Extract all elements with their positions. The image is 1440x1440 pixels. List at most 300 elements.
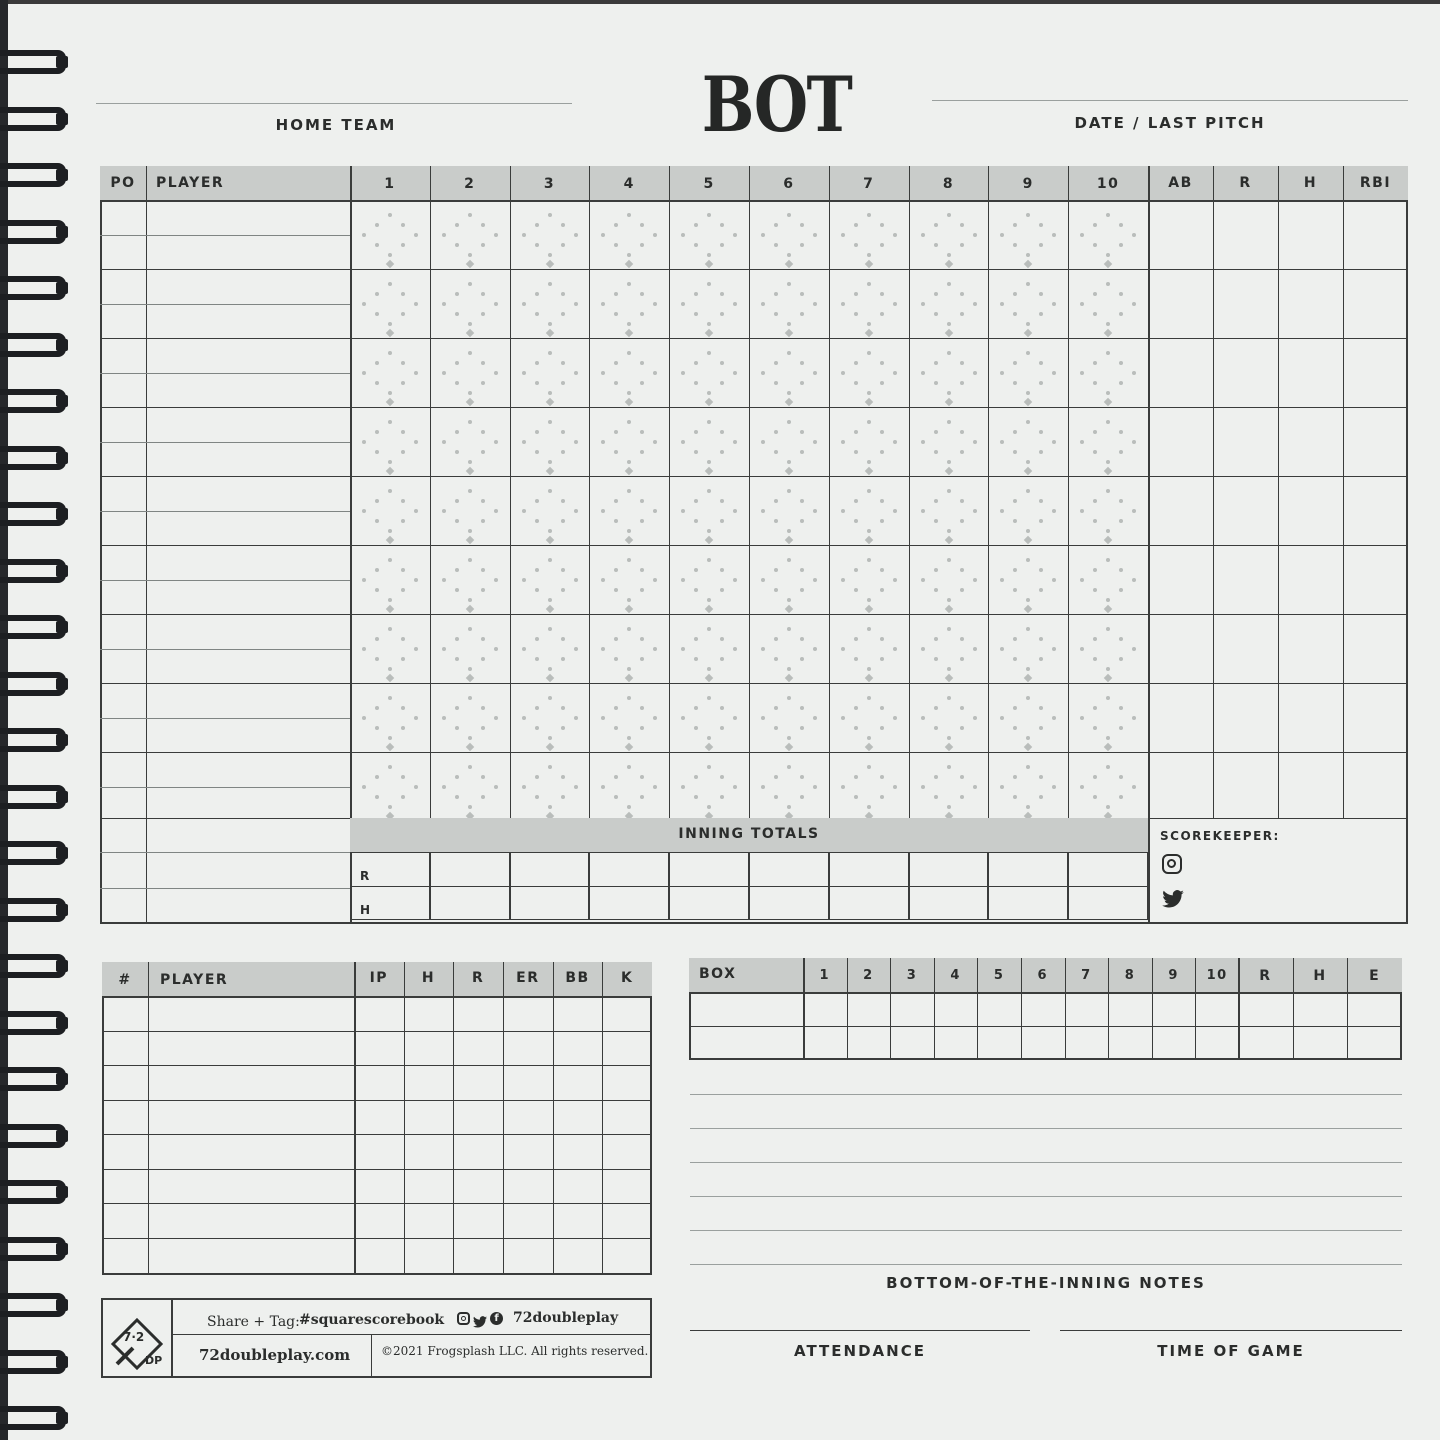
inning-total-h-cell[interactable]: [909, 886, 989, 919]
spiral-ring: [0, 1180, 68, 1206]
diamond-dot: [627, 696, 631, 700]
diamond-dot: [614, 637, 618, 641]
diamond-dot: [707, 805, 711, 809]
diamond-dot: [561, 519, 565, 523]
diamond-dot: [1013, 450, 1017, 454]
diamond-dot: [627, 765, 631, 769]
diamond-dot: [614, 519, 618, 523]
diamond-dot: [601, 716, 605, 720]
diamond-dot: [548, 558, 552, 562]
diamond-dot: [388, 351, 392, 355]
ring-hole: [56, 282, 68, 294]
diamond-dot: [733, 371, 737, 375]
diamond-dot: [694, 292, 698, 296]
diamond-dot: [1013, 223, 1017, 227]
pitching-row-divider: [102, 1203, 652, 1204]
diamond-dot: [1093, 637, 1097, 641]
diamond-dot: [362, 647, 366, 651]
diamond-dot: [375, 312, 379, 316]
share-prefix: Share + Tag:: [207, 1314, 300, 1330]
diamond-dot: [893, 233, 897, 237]
diamond-dot: [494, 233, 498, 237]
diamond-dot: [787, 282, 791, 286]
diamond-dot: [362, 302, 366, 306]
box-label: BOX: [699, 966, 737, 982]
diamond-dot: [761, 716, 765, 720]
diamond-dot: [880, 726, 884, 730]
diamond-dot: [960, 312, 964, 316]
inning-total-r-cell[interactable]: [909, 852, 989, 886]
pitching-header-stat: H: [421, 970, 436, 986]
diamond-dot: [468, 351, 472, 355]
diamond-dot: [455, 657, 459, 661]
diamond-dot: [813, 233, 817, 237]
diamond-dot: [1026, 558, 1030, 562]
diamond-dot: [1093, 657, 1097, 661]
diamond-dot: [1093, 381, 1097, 385]
diamond-dot: [1039, 726, 1043, 730]
diamond-dot: [787, 351, 791, 355]
diamond-dot: [787, 529, 791, 533]
diamond-dot: [1119, 243, 1123, 247]
ring-hole: [56, 1243, 68, 1255]
diamond-dot: [854, 361, 858, 365]
pitching-row-divider: [102, 1238, 652, 1239]
diamond-dot: [1026, 667, 1030, 671]
diamond-dot: [468, 253, 472, 257]
diamond-dot: [388, 489, 392, 493]
diamond-dot: [1026, 696, 1030, 700]
diamond-dot: [535, 312, 539, 316]
spiral-ring: [0, 785, 68, 811]
diamond-dot: [1000, 578, 1004, 582]
diamond-dot: [707, 558, 711, 562]
diamond-dot: [934, 312, 938, 316]
diamond-dot: [761, 647, 765, 651]
player-subline: [100, 235, 350, 236]
diamond-dot: [455, 726, 459, 730]
diamond-dot: [973, 578, 977, 582]
diamond-dot: [494, 647, 498, 651]
inning-total-h-cell[interactable]: [510, 886, 590, 919]
diamond-dot: [707, 736, 711, 740]
diamond-dot: [880, 499, 884, 503]
diamond-dot: [561, 568, 565, 572]
diamond-dot: [522, 440, 526, 444]
diamond-dot: [1013, 243, 1017, 247]
diamond-dot: [1052, 647, 1056, 651]
spiral-ring: [0, 1067, 68, 1093]
diamond-dot: [694, 223, 698, 227]
inning-total-r-cell[interactable]: [510, 852, 590, 886]
inning-total-h-cell[interactable]: [669, 886, 749, 919]
diamond-dot: [841, 302, 845, 306]
diamond-dot: [707, 351, 711, 355]
diamond-dot: [761, 371, 765, 375]
diamond-dot: [468, 736, 472, 740]
diamond-dot: [854, 312, 858, 316]
diamond-dot: [388, 627, 392, 631]
diamond-dot: [934, 568, 938, 572]
diamond-dot: [960, 637, 964, 641]
notes-line[interactable]: [690, 1094, 1402, 1095]
diamond-dot: [681, 371, 685, 375]
diamond-dot: [481, 430, 485, 434]
diamond-dot: [774, 775, 778, 779]
diamond-dot: [1132, 233, 1136, 237]
diamond-dot: [1000, 440, 1004, 444]
box-total: E: [1369, 968, 1381, 984]
diamond-dot: [375, 637, 379, 641]
diamond-dot: [1106, 322, 1110, 326]
pitching-row-divider: [102, 1065, 652, 1066]
ring-hole: [56, 508, 68, 520]
hashtag: #squarescorebook: [299, 1312, 445, 1328]
diamond-dot: [1119, 726, 1123, 730]
diamond-dot: [561, 450, 565, 454]
diamond-dot: [947, 253, 951, 257]
footer-divider-v: [171, 1300, 173, 1376]
diamond-dot: [733, 785, 737, 789]
diamond-dot: [455, 588, 459, 592]
diamond-dot: [548, 391, 552, 395]
diamond-dot: [973, 509, 977, 513]
notes-line[interactable]: [690, 1196, 1402, 1197]
diamond-dot: [1013, 706, 1017, 710]
diamond-dot: [522, 785, 526, 789]
diamond-dot: [481, 706, 485, 710]
diamond-dot: [401, 706, 405, 710]
diamond-dot: [614, 726, 618, 730]
box-inning: 10: [1206, 968, 1228, 983]
diamond-dot: [455, 795, 459, 799]
player-subline: [100, 852, 350, 853]
diamond-dot: [561, 312, 565, 316]
diamond-dot: [973, 371, 977, 375]
diamond-dot: [1000, 647, 1004, 651]
pitching-player-divider: [354, 962, 356, 1275]
diamond-dot: [720, 312, 724, 316]
diamond-dot: [893, 785, 897, 789]
diamond-dot: [561, 292, 565, 296]
diamond-dot: [880, 519, 884, 523]
notes-line[interactable]: [690, 1230, 1402, 1231]
diamond-dot: [707, 765, 711, 769]
diamond-dot: [1119, 706, 1123, 710]
box-header-divider: [689, 992, 1402, 994]
ring-hole: [56, 734, 68, 746]
inning-total-h-cell[interactable]: [988, 886, 1068, 919]
totals-bottom: [350, 919, 1148, 920]
diamond-dot: [694, 637, 698, 641]
diamond-dot: [1052, 578, 1056, 582]
footer-box: [101, 1298, 652, 1378]
diamond-dot: [1132, 716, 1136, 720]
diamond-dot: [761, 785, 765, 789]
diamond-dot: [800, 312, 804, 316]
website-link[interactable]: 72doubleplay.com: [199, 1346, 351, 1364]
diamond-dot: [774, 568, 778, 572]
diamond-dot: [787, 598, 791, 602]
inning-divider: [909, 166, 910, 920]
totals-row-r: R: [360, 869, 371, 883]
diamond-dot: [627, 736, 631, 740]
diamond-dot: [1093, 499, 1097, 503]
diamond-dot: [548, 460, 552, 464]
diamond-dot: [548, 598, 552, 602]
diamond-dot: [694, 243, 698, 247]
diamond-dot: [867, 558, 871, 562]
home-team-label: HOME TEAM: [275, 116, 397, 134]
diamond-dot: [640, 588, 644, 592]
diamond-dot: [442, 233, 446, 237]
footer-divider-h: [173, 1334, 650, 1335]
header-inning: 10: [1096, 176, 1120, 192]
diamond-dot: [1039, 450, 1043, 454]
box-inning-divider: [977, 958, 978, 1060]
diamond-dot: [880, 243, 884, 247]
box-inning-divider: [1108, 958, 1109, 1060]
spiral-ring: [0, 559, 68, 585]
diamond-dot: [960, 726, 964, 730]
ring-hole: [56, 1073, 68, 1085]
diamond-dot: [627, 282, 631, 286]
diamond-dot: [720, 775, 724, 779]
inning-total-r-cell[interactable]: [749, 852, 829, 886]
pitching-header-player: PLAYER: [160, 972, 229, 988]
diamond-dot: [640, 637, 644, 641]
diamond-dot: [800, 568, 804, 572]
diamond-dot: [375, 499, 379, 503]
diamond-dot: [1093, 706, 1097, 710]
scorekeeper-label: SCOREKEEPER:: [1160, 829, 1280, 843]
diamond-dot: [934, 519, 938, 523]
inning-total-r-cell[interactable]: [430, 852, 510, 886]
diamond-dot: [800, 223, 804, 227]
player-subline: [100, 442, 350, 443]
diamond-dot: [522, 716, 526, 720]
diamond-dot: [934, 292, 938, 296]
diamond-dot: [1119, 381, 1123, 385]
pitching-header-num: #: [118, 972, 132, 988]
diamond-dot: [535, 706, 539, 710]
twitter-icon: [473, 1313, 487, 1325]
diamond-dot: [1039, 430, 1043, 434]
diamond-dot: [574, 233, 578, 237]
diamond-dot: [468, 627, 472, 631]
diamond-dot: [494, 509, 498, 513]
diamond-dot: [442, 509, 446, 513]
inning-total-r-cell[interactable]: [988, 852, 1068, 886]
diamond-dot: [627, 598, 631, 602]
diamond-dot: [614, 312, 618, 316]
diamond-dot: [854, 588, 858, 592]
inning-total-r-cell[interactable]: [350, 852, 430, 886]
diamond-dot: [934, 430, 938, 434]
inning-total-h-cell[interactable]: [350, 886, 430, 919]
diamond-dot: [1000, 785, 1004, 789]
diamond-dot: [522, 647, 526, 651]
inning-total-r-cell[interactable]: [829, 852, 909, 886]
diamond-dot: [561, 657, 565, 661]
diamond-dot: [388, 420, 392, 424]
diamond-dot: [1106, 667, 1110, 671]
diamond-dot: [1013, 726, 1017, 730]
diamond-dot: [813, 716, 817, 720]
inning-total-h-cell[interactable]: [829, 886, 909, 919]
diamond-dot: [947, 322, 951, 326]
diamond-dot: [1119, 312, 1123, 316]
diamond-dot: [800, 795, 804, 799]
diamond-dot: [494, 440, 498, 444]
header-inning: 8: [942, 176, 955, 192]
notes-line[interactable]: [690, 1128, 1402, 1129]
inning-total-h-cell[interactable]: [749, 886, 829, 919]
inning-total-r-cell[interactable]: [589, 852, 669, 886]
box-inning: 5: [993, 968, 1005, 983]
diamond-dot: [375, 361, 379, 365]
diamond-dot: [774, 243, 778, 247]
diamond-dot: [774, 381, 778, 385]
diamond-dot: [720, 726, 724, 730]
ring-hole: [56, 960, 68, 972]
diamond-dot: [1119, 292, 1123, 296]
player-subline: [100, 304, 350, 305]
pitching-header-stat: IP: [369, 970, 389, 986]
diamond-dot: [707, 322, 711, 326]
header-inning: 9: [1022, 176, 1034, 192]
social-icons: [457, 1312, 503, 1325]
diamond-dot: [401, 292, 405, 296]
diamond-dot: [774, 657, 778, 661]
diamond-dot: [627, 529, 631, 533]
diamond-dot: [548, 805, 552, 809]
diamond-dot: [880, 292, 884, 296]
diamond-dot: [867, 253, 871, 257]
diamond-dot: [640, 381, 644, 385]
diamond-dot: [1106, 253, 1110, 257]
diamond-dot: [535, 499, 539, 503]
diamond-dot: [761, 578, 765, 582]
diamond-dot: [388, 253, 392, 257]
diamond-dot: [880, 361, 884, 365]
ring-hole: [56, 1412, 68, 1424]
diamond-dot: [787, 253, 791, 257]
ring-hole: [56, 226, 68, 238]
diamond-dot: [854, 519, 858, 523]
diamond-dot: [401, 519, 405, 523]
diamond-dot: [1119, 775, 1123, 779]
spiral-ring: [0, 1350, 68, 1376]
diamond-dot: [813, 647, 817, 651]
pitching-stat-divider: [404, 962, 405, 1275]
diamond-dot: [694, 312, 698, 316]
diamond-dot: [1106, 598, 1110, 602]
diamond-dot: [934, 726, 938, 730]
diamond-dot: [455, 568, 459, 572]
box-inning-divider: [847, 958, 848, 1060]
diamond-dot: [653, 371, 657, 375]
diamond-dot: [733, 509, 737, 513]
box-total-divider: [1347, 958, 1348, 1060]
diamond-dot: [481, 795, 485, 799]
diamond-dot: [375, 450, 379, 454]
diamond-dot: [548, 282, 552, 286]
diamond-dot: [614, 706, 618, 710]
diamond-dot: [841, 371, 845, 375]
pitching-stat-divider: [453, 962, 454, 1275]
inning-total-h-cell[interactable]: [1068, 886, 1148, 919]
stat-divider: [1213, 166, 1214, 818]
diamond-dot: [854, 381, 858, 385]
diamond-dot: [375, 223, 379, 227]
notes-line[interactable]: [690, 1162, 1402, 1163]
diamond-dot: [973, 785, 977, 789]
diamond-dot: [733, 302, 737, 306]
inning-total-h-cell[interactable]: [589, 886, 669, 919]
diamond-dot: [947, 598, 951, 602]
inning-total-r-cell[interactable]: [669, 852, 749, 886]
diamond-dot: [1026, 253, 1030, 257]
diamond-dot: [1119, 795, 1123, 799]
diamond-dot: [800, 588, 804, 592]
diamond-dot: [960, 775, 964, 779]
diamond-dot: [1026, 213, 1030, 217]
diamond-dot: [375, 568, 379, 572]
player-subline: [100, 373, 350, 374]
diamond-dot: [720, 637, 724, 641]
diamond-dot: [694, 381, 698, 385]
diamond-dot: [455, 312, 459, 316]
inning-total-h-cell[interactable]: [430, 886, 510, 919]
diamond-dot: [774, 499, 778, 503]
box-inning-divider: [1065, 958, 1066, 1060]
pitching-row-divider: [102, 1134, 652, 1135]
diamond-dot: [614, 450, 618, 454]
diamond-dot: [627, 391, 631, 395]
diamond-dot: [614, 657, 618, 661]
diamond-dot: [401, 381, 405, 385]
box-inning-divider: [934, 958, 935, 1060]
header-stat: AB: [1168, 175, 1193, 191]
diamond-dot: [375, 775, 379, 779]
spiral-ring: [0, 333, 68, 359]
diamond-dot: [561, 381, 565, 385]
diamond-dot: [774, 450, 778, 454]
diamond-dot: [841, 716, 845, 720]
diamond-dot: [401, 312, 405, 316]
diamond-dot: [481, 361, 485, 365]
diamond-dot: [653, 716, 657, 720]
diamond-dot: [574, 371, 578, 375]
diamond-dot: [934, 795, 938, 799]
diamond-dot: [375, 519, 379, 523]
diamond-dot: [841, 233, 845, 237]
diamond-dot: [375, 657, 379, 661]
diamond-dot: [640, 499, 644, 503]
inning-total-r-cell[interactable]: [1068, 852, 1148, 886]
diamond-dot: [880, 223, 884, 227]
diamond-dot: [867, 805, 871, 809]
diamond-dot: [867, 627, 871, 631]
ring-hole: [56, 678, 68, 690]
diamond-dot: [694, 795, 698, 799]
diamond-dot: [1106, 529, 1110, 533]
diamond-dot: [375, 726, 379, 730]
diamond-dot: [442, 440, 446, 444]
diamond-dot: [455, 450, 459, 454]
notes-line[interactable]: [690, 1264, 1402, 1265]
